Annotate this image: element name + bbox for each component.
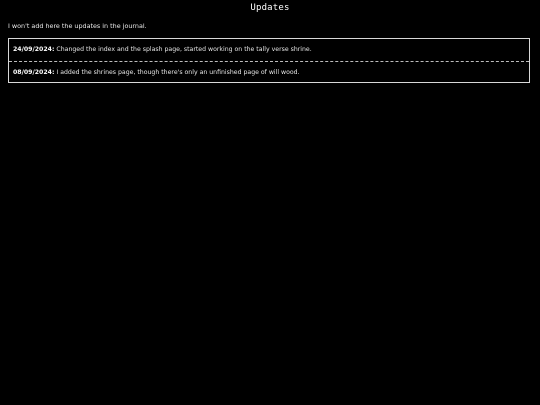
update-date: 24/09/2024: — [13, 46, 55, 53]
updates-list — [8, 38, 530, 83]
update-entry — [9, 39, 529, 61]
update-date: 08/09/2024: — [13, 69, 55, 76]
update-entry — [9, 61, 529, 83]
update-text: Changed the index and the splash page, started working on the tally verse shrine. — [56, 46, 312, 53]
intro-text: I won't add here the updates in the journal. — [8, 22, 147, 30]
page-title: Updates — [250, 3, 290, 13]
update-text: I added the shrines page, though there's only an unfinished page of will wood. — [56, 69, 300, 76]
